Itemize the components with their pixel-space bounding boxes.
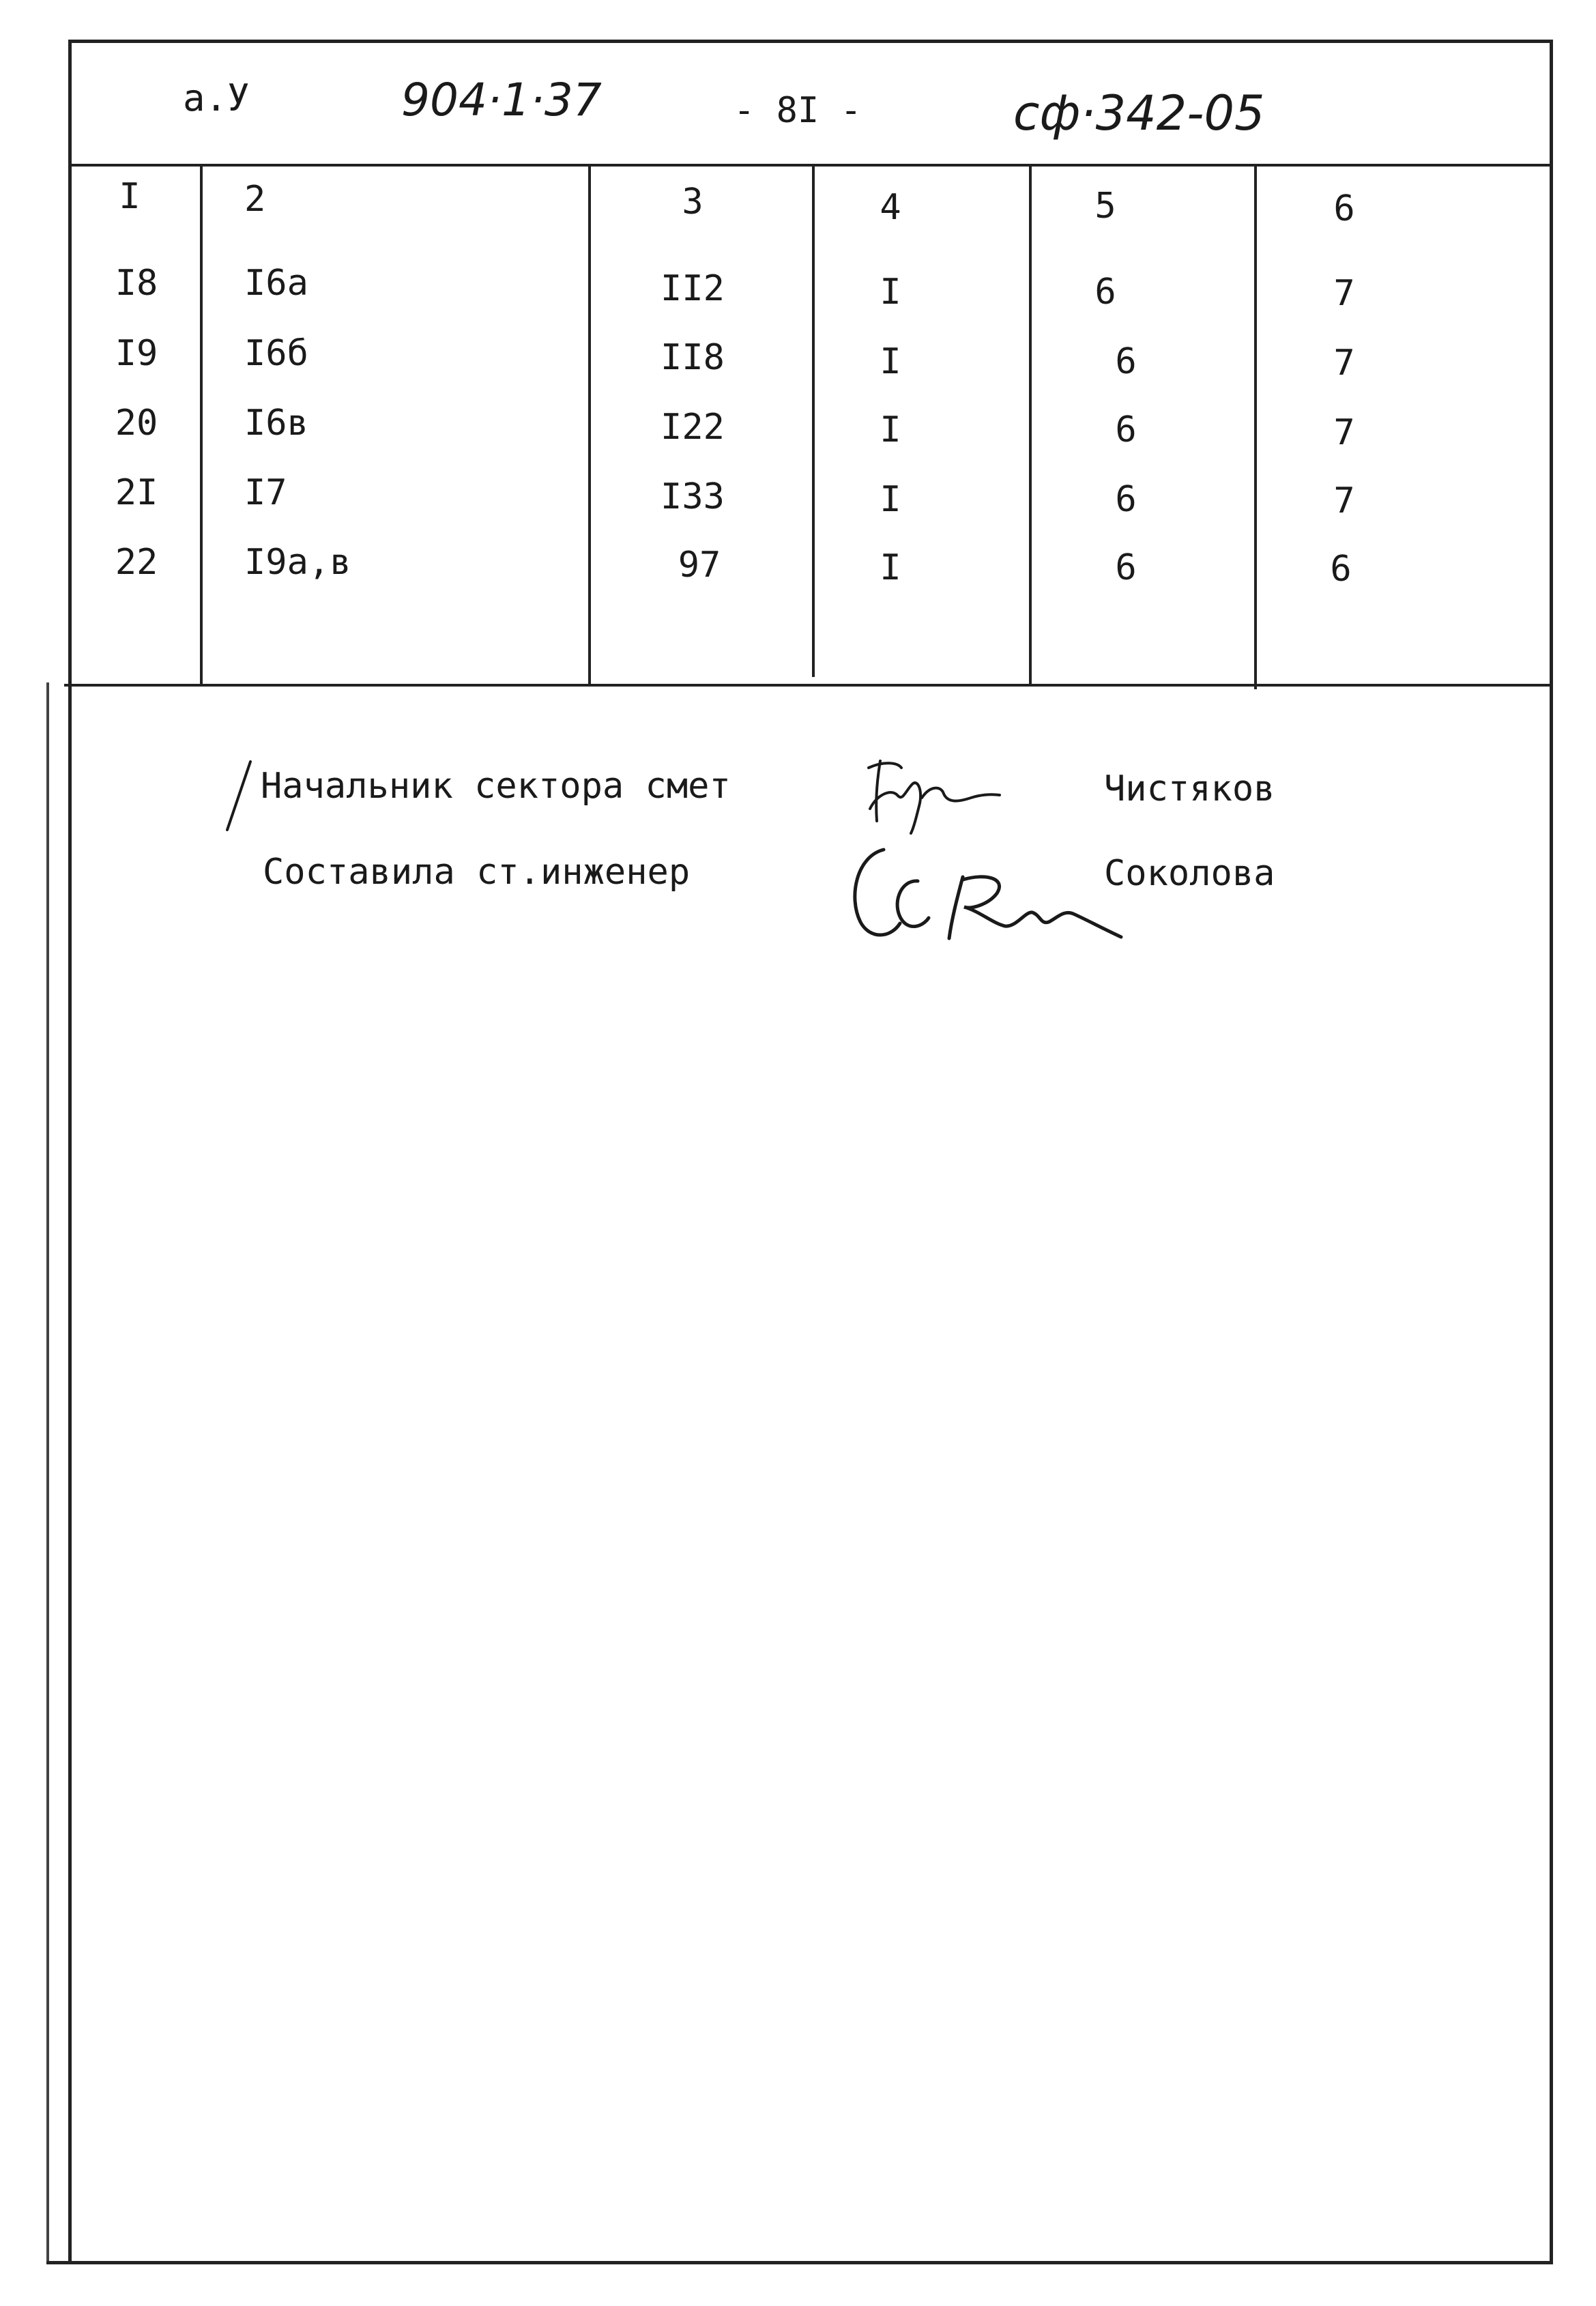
slash-mark [222,759,256,834]
cell-col2: I6в [244,403,308,444]
cell-col3: II8 [661,337,725,378]
cell-col2: I7 [244,472,287,513]
column-header-4: 4 [880,187,901,228]
code-prefix: а.У [183,76,250,119]
cell-col2: I6б [244,333,308,374]
cell-col4: I [880,272,901,313]
frame-right-border [1550,40,1553,2264]
cell-col6: 7 [1333,343,1355,384]
column-divider-1 [200,165,203,685]
sheet-code: сф·342-05 [1013,85,1265,141]
cell-col5: 6 [1115,341,1137,382]
page-number: - 8I - [734,90,862,131]
cell-col3: I33 [661,476,725,517]
cell-col4: I [880,547,901,588]
cell-col6: 7 [1333,412,1355,453]
frame-bottom-border [46,2261,1553,2264]
cell-col1: I8 [115,263,158,304]
cell-col5: 6 [1094,272,1116,313]
column-header-1: I [119,176,141,217]
column-divider-2 [588,165,591,685]
column-header-5: 5 [1094,186,1116,227]
cell-col5: 6 [1115,547,1137,588]
head-role-label: Начальник сектора смет [261,766,731,807]
cell-col1: 20 [115,403,158,444]
head-name: Чистяков [1104,768,1275,809]
column-header-3: 3 [682,182,703,222]
compiler-signature-mark [843,836,1143,972]
cell-col6: 7 [1333,480,1355,521]
column-header-6: 6 [1333,188,1355,229]
cell-col6: 6 [1330,549,1352,590]
header-separator [68,164,1553,167]
cell-col1: 2I [115,472,158,513]
frame-top-border [68,40,1553,43]
cell-col1: 22 [115,542,158,583]
cell-col4: I [880,409,901,450]
project-number: 904·1·37 [401,74,602,126]
column-divider-3 [812,165,815,677]
cell-col4: I [880,479,901,520]
frame-left-margin-line [46,682,49,2264]
table-bottom-rule [64,684,1553,687]
cell-col3: II2 [661,268,725,309]
cell-col3: I22 [661,407,725,448]
cell-col1: I9 [115,333,158,374]
compiler-role-label: Составила ст.инженер [263,852,691,893]
column-divider-4 [1029,165,1032,685]
cell-col2: I6а [244,263,308,304]
cell-col5: 6 [1115,409,1137,450]
cell-col2: I9а,в [244,542,351,583]
frame-left-border [68,40,72,2264]
cell-col6: 7 [1333,273,1355,314]
compiler-name: Соколова [1104,853,1275,894]
column-header-2: 2 [244,179,266,220]
cell-col4: I [880,341,901,382]
cell-col5: 6 [1115,479,1137,520]
cell-col3: 97 [678,545,721,586]
column-divider-5 [1254,165,1257,689]
head-signature-mark [856,740,1013,836]
